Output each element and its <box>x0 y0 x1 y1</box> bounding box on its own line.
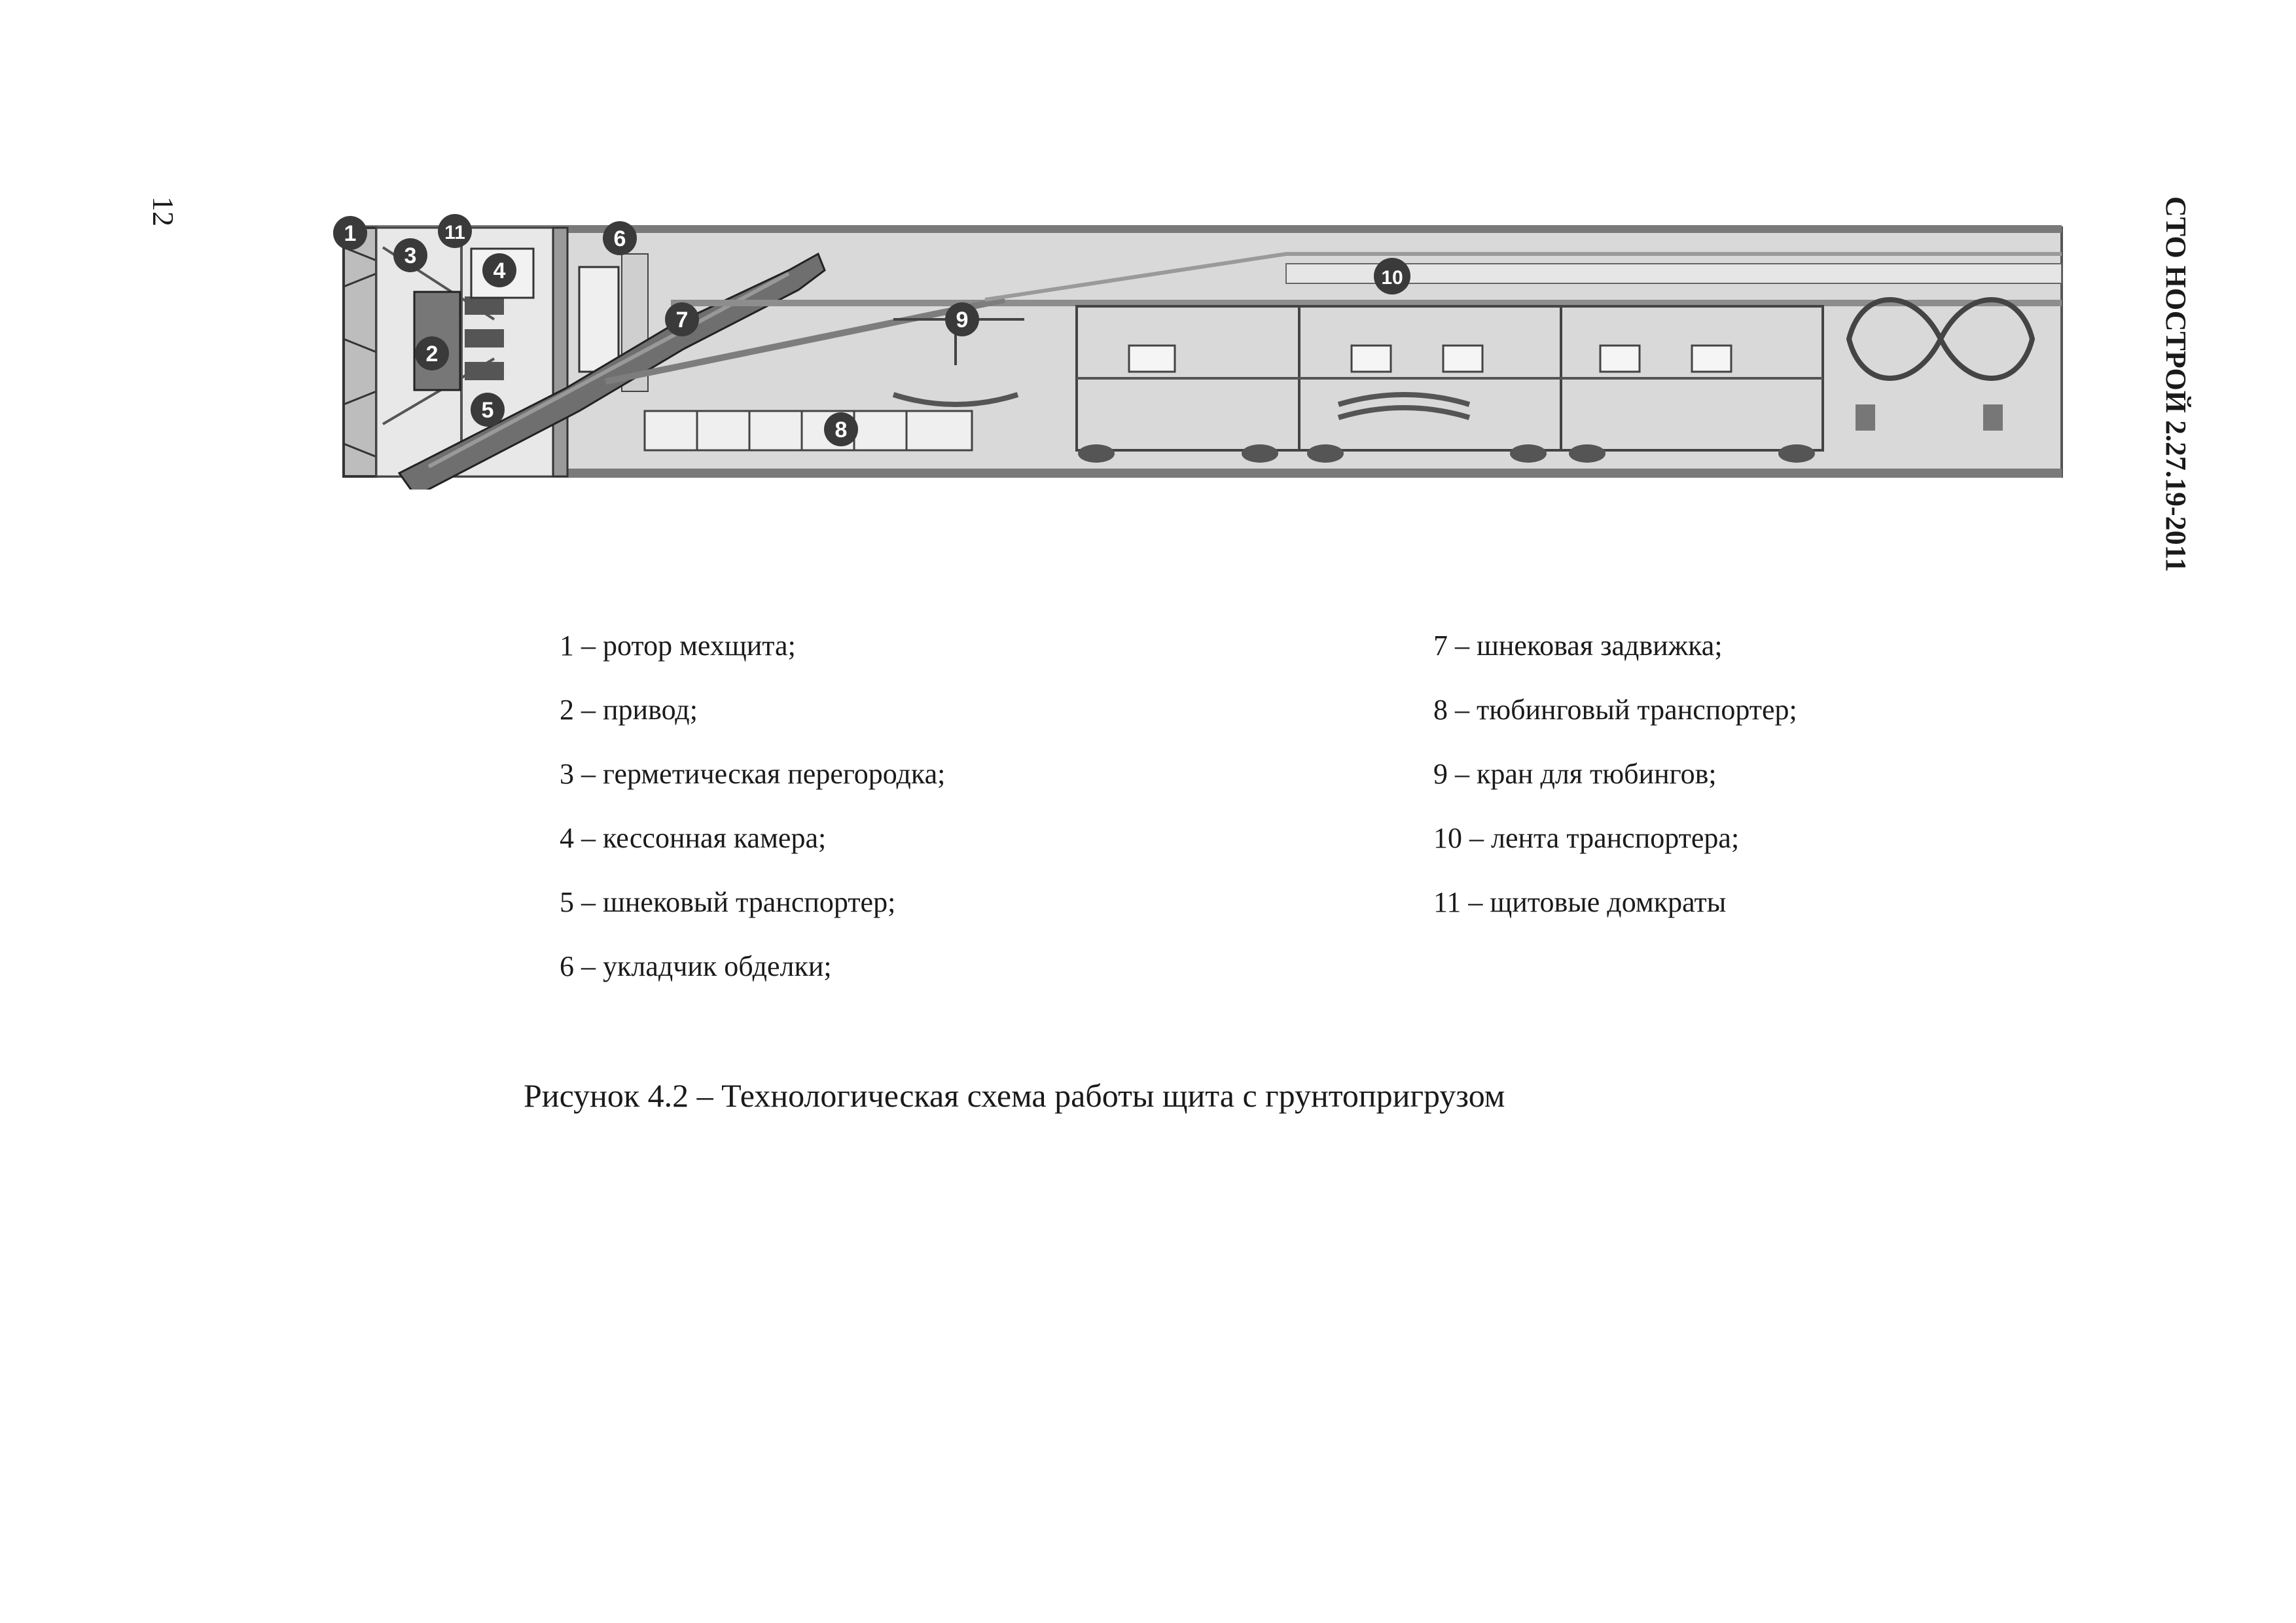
svg-text:8: 8 <box>834 418 848 442</box>
legend-item-1: 1 – ротор мехщита; <box>560 630 796 662</box>
svg-text:1: 1 <box>344 221 357 246</box>
callout-11 <box>438 214 472 248</box>
callout-4 <box>482 253 516 287</box>
figure-caption: Рисунок 4.2 – Технологическая схема работы щита с грунтопригрузом <box>524 1077 1505 1114</box>
segment-feeder <box>645 411 972 450</box>
svg-text:10: 10 <box>1381 267 1403 289</box>
cutter-head <box>344 228 376 476</box>
callout-7 <box>665 302 699 336</box>
document-code: СТО НОСТРОЙ 2.27.19-2011 <box>2160 196 2192 573</box>
svg-text:7: 7 <box>675 308 689 332</box>
tbm-scheme-figure <box>331 208 2065 490</box>
callout-10 <box>1374 258 1410 294</box>
svg-text:11: 11 <box>444 222 465 243</box>
legend-item-8: 8 – тюбинговый транспортер; <box>1433 694 1797 726</box>
svg-text:2: 2 <box>425 342 439 366</box>
callout-3 <box>393 238 427 272</box>
callout-6 <box>603 221 637 255</box>
bulkhead <box>553 228 567 476</box>
svg-text:4: 4 <box>493 259 506 283</box>
svg-text:6: 6 <box>613 226 626 251</box>
tunnel-top-lining <box>344 225 2062 233</box>
svg-text:9: 9 <box>956 308 969 332</box>
legend-item-4: 4 – кессонная камера; <box>560 822 827 854</box>
callout-5 <box>471 393 505 427</box>
legend-left-column <box>560 632 945 1016</box>
legend-right-column <box>1433 632 1797 952</box>
callout-9 <box>945 302 979 336</box>
tunnel-bottom-lining <box>344 469 2062 478</box>
legend-item-9: 9 – кран для тюбингов; <box>1433 758 1717 790</box>
legend-item-10: 10 – лента транспортера; <box>1433 822 1740 854</box>
page-number: 12 <box>147 196 180 226</box>
legend-item-6: 6 – укладчик обделки; <box>560 950 832 982</box>
svg-text:3: 3 <box>404 243 417 268</box>
legend-item-3: 3 – герметическая перегородка; <box>560 758 946 790</box>
legend-item-7: 7 – шнековая задвижка; <box>1433 630 1723 662</box>
erector <box>579 267 619 372</box>
callout-1 <box>333 216 367 250</box>
callout-8 <box>824 412 858 446</box>
svg-text:5: 5 <box>481 398 494 423</box>
legend-item-11: 11 – щитовые домкраты <box>1433 886 1727 918</box>
callout-2 <box>415 336 449 370</box>
legend-item-2: 2 – привод; <box>560 694 698 726</box>
legend-item-5: 5 – шнековый транспортер; <box>560 886 896 918</box>
